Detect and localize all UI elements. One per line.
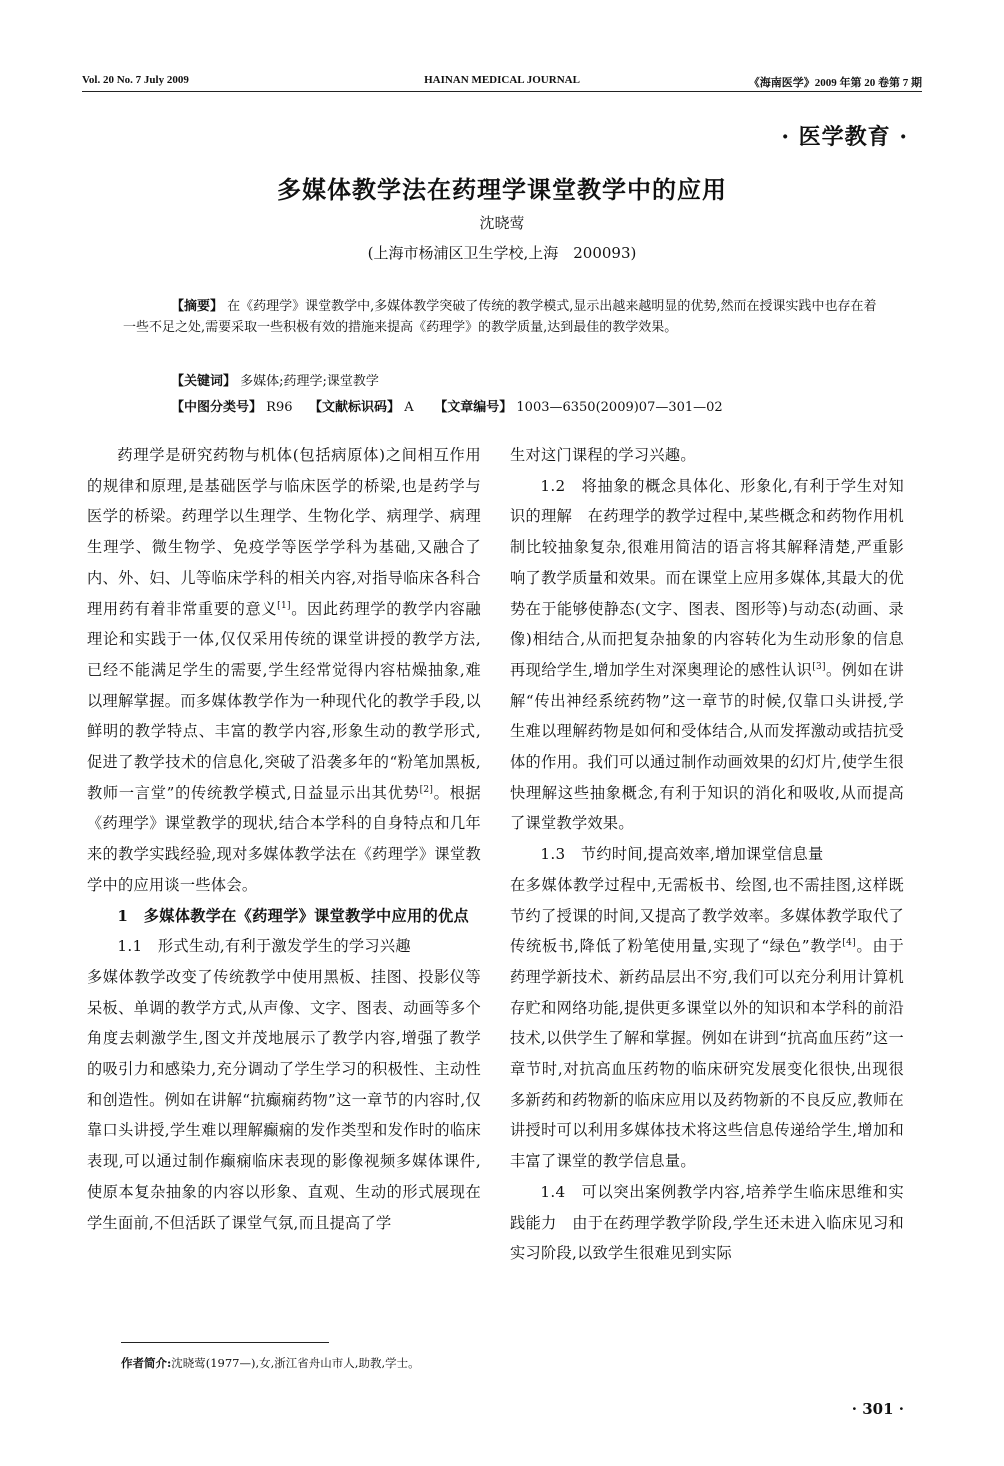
subsection-text-1-2b: 。例如在讲解“传出神经系统药物”这一章节的时候,仅靠口头讲授,学生难以理解药物是如何和受体结合,从而发挥激动或拮抗受体的作用。我们可以通过制作动画效果的幻灯片,使学生很快理解这些抽象概念,有利于知识的消化和吸收,从而提高了课堂教学效果。	[510, 660, 904, 833]
clc-value: R96	[266, 400, 293, 415]
classification-line	[171, 396, 723, 415]
subsection-1-4	[510, 1177, 904, 1269]
running-header	[82, 74, 922, 92]
citation-1: [1]	[277, 600, 291, 611]
intro-text-3: 。根据《药理学》课堂教学的现状,结合本学科的自身特点和几年来的教学实践经验,现对多媒体教学法在《药理学》课堂教学中的应用谈一些体会。	[87, 783, 481, 894]
article-title: 多媒体教学法在药理学课堂教学中的应用	[277, 175, 727, 204]
header-journal-cn: 《海南医学》2009 年第 20 卷第 7 期	[748, 77, 922, 89]
footnote-text: 沈晓莺(1977—),女,浙江省舟山市人,助教,学士。	[171, 1356, 420, 1370]
article-no-label: 【文章编号】	[434, 400, 513, 415]
subsection-heading-1-4: 1.4 可以突出案例教学内容,培养学生临床思维和实践能力	[510, 1182, 904, 1232]
subsection-1-2	[510, 471, 904, 839]
author: 沈晓莺	[479, 214, 525, 232]
abstract	[123, 296, 883, 338]
intro-paragraph	[87, 440, 481, 901]
section-tag: · 医学教育 ·	[781, 124, 908, 150]
intro-text-1: 药理学是研究药物与机体(包括病原体)之间相互作用的规律和原理,是基础医学与临床医学的桥梁,也是药学与医学的桥梁。药理学以生理学、生物化学、病理学、病理生理学、微生物学、免疫学等医学学科为基础,又融合了内、外、妇、儿等临床学科的相关内容,对指导临床各科合理用药有着非常重要的意义	[87, 446, 481, 618]
intro-text-2: 。因此药理学的教学内容融理论和实践于一体,仅仅采用传统的课堂讲授的教学方法,已经不能满足学生的需要,学生经常觉得内容枯燥抽象,难以理解掌握。而多媒体教学作为一种现代化的教学手段,以鲜明的教学特点、丰富的教学内容,形象生动的教学形式,促进了教学技术的信息化,突破了沿袭多年的“粉笔加黑板,教师一言堂”的传统教学模式,日益显示出其优势	[87, 599, 481, 802]
affiliation: (上海市杨浦区卫生学校,上海 200093)	[367, 244, 637, 262]
keywords-text: 多媒体;药理学;课堂教学	[240, 374, 379, 389]
subsection-text-1-3b: 。由于药理学新技术、新药品层出不穷,我们可以充分利用计算机存贮和网络功能,提供更多课堂以外的知识和本学科的前沿技术,以供学生了解和掌握。例如在讲到“抗高血压药”这一章节时,对抗高血压药物的临床研究发展变化很快,出现很多新药和药物新的临床应用以及药物新的不良反应,教师在讲授时可以利用多媒体技术将这些信息传递给学生,增加和丰富了课堂的教学信息量。	[510, 937, 904, 1171]
subsection-heading-1-3: 1.3 节约时间,提高效率,增加课堂信息量	[540, 845, 824, 864]
subsection-1-3	[510, 870, 904, 1177]
header-journal: HAINAN MEDICAL JOURNAL	[424, 74, 580, 86]
left-column	[87, 440, 481, 1238]
page-number: · 301 ·	[851, 1400, 904, 1418]
abstract-label: 【摘要】	[171, 299, 224, 314]
section-heading-1: 1 多媒体教学在《药理学》课堂教学中应用的优点	[117, 906, 469, 925]
subsection-heading-1-1: 1.1 形式生动,有利于激发学生的学习兴趣	[117, 937, 411, 956]
abstract-text: 在《药理学》课堂教学中,多媒体教学突破了传统的教学模式,显示出越来越明显的优势,然而在授课实践中也存在着一些不足之处,需要采取一些积极有效的措施来提高《药理学》的教学质量,达到最佳的教学效果。	[123, 299, 877, 335]
doc-code-label: 【文献标识码】	[309, 400, 401, 415]
continued-text: 生对这门课程的学习兴趣。	[510, 446, 696, 464]
author-footnote	[121, 1355, 420, 1371]
article-no-value: 1003—6350(2009)07—301—02	[516, 400, 723, 415]
citation-2: [2]	[419, 784, 434, 795]
citation-3: [3]	[812, 661, 826, 672]
doc-code-value: A	[404, 400, 414, 415]
subsection-heading-1-2: 1.2 将抽象的概念具体化、形象化,有利于学生对知识的理解	[510, 476, 904, 526]
subsection-text-1-1: 多媒体教学改变了传统教学中使用黑板、挂图、投影仪等呆板、单调的教学方式,从声像、文字、图表、动画等多个角度去刺激学生,图文并茂地展示了教学内容,增强了教学的吸引力和感染力,充分调动了学生学习的积极性、主动性和创造性。例如在讲解“抗癫痫药物”这一章节的内容时,仅靠口头讲授,学生难以理解癫痫的发作类型和发作时的临床表现,可以通过制作癫痫临床表现的影像视频多媒体课件,使原本复杂抽象的内容以形象、直观、生动的形式展现在学生面前,不但活跃了课堂气氛,而且提高了学	[87, 967, 481, 1232]
subsection-text-1-4: 由于在药理学教学阶段,学生还未进入临床见习和实习阶段,以致学生很难见到实际	[510, 1213, 904, 1263]
header-volume: Vol. 20 No. 7 July 2009	[82, 74, 189, 86]
clc-label: 【中图分类号】	[171, 400, 263, 415]
footnote-label: 作者简介:	[121, 1356, 172, 1370]
subsection-text-1-3: 在多媒体教学过程中,无需板书、绘图,也不需挂图,这样既节约了授课的时间,又提高了教学效率。多媒体教学取代了传统板书,降低了粉笔使用量,实现了“绿色”教学	[510, 875, 904, 956]
keywords	[171, 370, 379, 389]
right-column	[510, 440, 904, 1269]
citation-4: [4]	[842, 938, 856, 949]
keywords-label: 【关键词】	[171, 374, 237, 389]
footnote-rule	[121, 1342, 329, 1343]
header-rule	[82, 91, 922, 92]
subsection-text-1-2: 在药理学的教学过程中,某些概念和药物作用机制比较抽象复杂,很难用简洁的语言将其解释清楚,严重影响了教学质量和效果。而在课堂上应用多媒体,其最大的优势在于能够使静态(文字、图表、图形等)与动态(动画、录像)相结合,从而把复杂抽象的内容转化为生动形象的信息再现给学生,增加学生对深奥理论的感性认识	[510, 507, 904, 679]
